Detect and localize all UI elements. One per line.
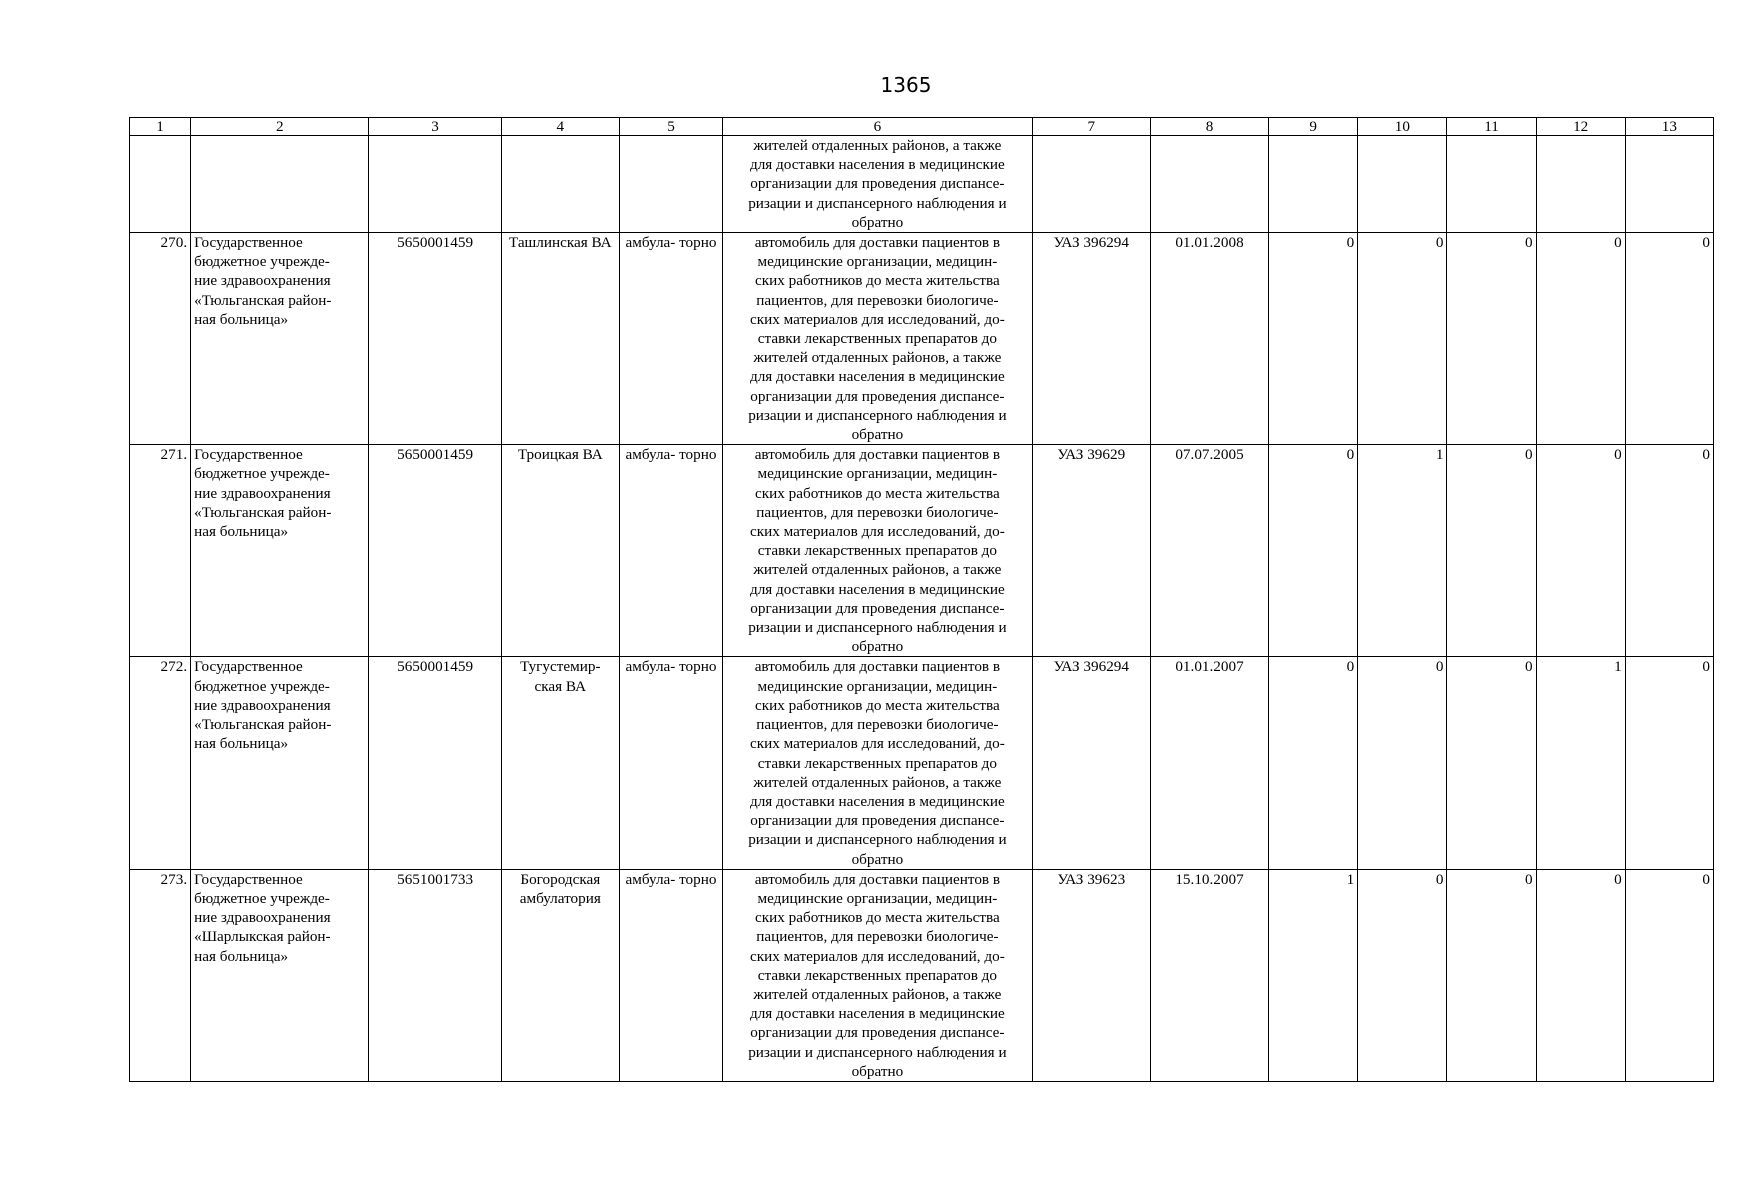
value-cell-12: 0 xyxy=(1536,233,1625,445)
value-cell-10: 1 xyxy=(1358,445,1447,657)
table-row xyxy=(130,445,1714,657)
value-cell-11: 0 xyxy=(1447,657,1536,869)
unit-cell: Тугустемир- ская ВА xyxy=(501,657,619,869)
value-cell-13: 0 xyxy=(1625,233,1713,445)
empty-cell xyxy=(501,136,619,233)
value-cell-10: 0 xyxy=(1358,657,1447,869)
table-row xyxy=(130,657,1714,869)
inn-cell: 5651001733 xyxy=(369,869,501,1081)
care-type-cell: амбула- торно xyxy=(619,869,722,1081)
organization-cell: Государственное бюджетное учрежде- ние здравоохранения «Тюльганская район- ная больница» xyxy=(191,657,369,869)
page-number: 1365 xyxy=(880,73,932,97)
date-cell: 07.07.2005 xyxy=(1150,445,1268,657)
value-cell-12: 0 xyxy=(1536,445,1625,657)
care-type-cell: амбула- торно xyxy=(619,657,722,869)
description-cell: автомобиль для доставки пациентов в медицинские организации, медицин- ских работников до места жительства пациентов, для перевозки биологиче- ских материалов для исследований, до- ставки лекарственных препаратов до жителей отдаленных районов, а также для доставки населения в медицинские организации для проведения диспансе- ризации и диспансерного наблюдения и обратно xyxy=(723,869,1033,1081)
vehicle-model-cell: УАЗ 396294 xyxy=(1032,233,1150,445)
row-number-cell: 271. xyxy=(130,445,191,657)
column-header: 5 xyxy=(619,118,722,136)
row-number-cell: 273. xyxy=(130,869,191,1081)
organization-cell: Государственное бюджетное учрежде- ние здравоохранения «Тюльганская район- ная больница» xyxy=(191,233,369,445)
value-cell-9: 1 xyxy=(1269,869,1358,1081)
date-cell: 01.01.2008 xyxy=(1150,233,1268,445)
column-header: 1 xyxy=(130,118,191,136)
value-cell-12: 1 xyxy=(1536,657,1625,869)
unit-cell: Ташлинская ВА xyxy=(501,233,619,445)
empty-cell xyxy=(1150,136,1268,233)
header-row xyxy=(130,118,1714,136)
column-header: 11 xyxy=(1447,118,1536,136)
care-type-cell: амбула- торно xyxy=(619,233,722,445)
description-cell: жителей отдаленных районов, а также для доставки населения в медицинские организации для проведения диспансе- ризации и диспансерного наблюдения и обратно xyxy=(723,136,1033,233)
vehicle-model-cell: УАЗ 39623 xyxy=(1032,869,1150,1081)
empty-cell xyxy=(191,136,369,233)
column-header: 6 xyxy=(723,118,1033,136)
value-cell-11: 0 xyxy=(1447,445,1536,657)
vehicle-model-cell: УАЗ 39629 xyxy=(1032,445,1150,657)
unit-cell: Троицкая ВА xyxy=(501,445,619,657)
unit-cell: Богородская амбулатория xyxy=(501,869,619,1081)
description-cell: автомобиль для доставки пациентов в медицинские организации, медицин- ских работников до места жительства пациентов, для перевозки биологиче- ских материалов для исследований, до- ставки лекарственных препаратов до жителей отдаленных районов, а также для доставки населения в медицинские организации для проведения диспансе- ризации и диспансерного наблюдения и обратно xyxy=(723,445,1033,657)
column-header: 4 xyxy=(501,118,619,136)
organization-cell: Государственное бюджетное учрежде- ние здравоохранения «Шарлыкская район- ная больница» xyxy=(191,869,369,1081)
value-cell-13: 0 xyxy=(1625,445,1713,657)
table-row xyxy=(130,233,1714,445)
column-header: 10 xyxy=(1358,118,1447,136)
column-header: 13 xyxy=(1625,118,1713,136)
empty-cell xyxy=(1447,136,1536,233)
row-number-cell: 272. xyxy=(130,657,191,869)
value-cell-9: 0 xyxy=(1269,657,1358,869)
continuation-row xyxy=(130,136,1714,233)
date-cell: 15.10.2007 xyxy=(1150,869,1268,1081)
column-header: 2 xyxy=(191,118,369,136)
table-row xyxy=(130,869,1714,1081)
inn-cell: 5650001459 xyxy=(369,657,501,869)
date-cell: 01.01.2007 xyxy=(1150,657,1268,869)
description-cell: автомобиль для доставки пациентов в медицинские организации, медицин- ских работников до места жительства пациентов, для перевозки биологиче- ских материалов для исследований, до- ставки лекарственных препаратов до жителей отдаленных районов, а также для доставки населения в медицинские организации для проведения диспансе- ризации и диспансерного наблюдения и обратно xyxy=(723,233,1033,445)
column-header: 3 xyxy=(369,118,501,136)
column-header: 12 xyxy=(1536,118,1625,136)
empty-cell xyxy=(369,136,501,233)
vehicle-model-cell: УАЗ 396294 xyxy=(1032,657,1150,869)
column-header: 9 xyxy=(1269,118,1358,136)
value-cell-13: 0 xyxy=(1625,657,1713,869)
value-cell-10: 0 xyxy=(1358,233,1447,445)
organization-cell: Государственное бюджетное учрежде- ние здравоохранения «Тюльганская район- ная больница» xyxy=(191,445,369,657)
care-type-cell: амбула- торно xyxy=(619,445,722,657)
value-cell-11: 0 xyxy=(1447,869,1536,1081)
empty-cell xyxy=(1536,136,1625,233)
column-header: 7 xyxy=(1032,118,1150,136)
description-cell: автомобиль для доставки пациентов в медицинские организации, медицин- ских работников до места жительства пациентов, для перевозки биологиче- ских материалов для исследований, до- ставки лекарственных препаратов до жителей отдаленных районов, а также для доставки населения в медицинские организации для проведения диспансе- ризации и диспансерного наблюдения и обратно xyxy=(723,657,1033,869)
inn-cell: 5650001459 xyxy=(369,233,501,445)
value-cell-10: 0 xyxy=(1358,869,1447,1081)
value-cell-11: 0 xyxy=(1447,233,1536,445)
value-cell-9: 0 xyxy=(1269,233,1358,445)
empty-cell xyxy=(1032,136,1150,233)
empty-cell xyxy=(619,136,722,233)
row-number-cell: 270. xyxy=(130,233,191,445)
value-cell-12: 0 xyxy=(1536,869,1625,1081)
value-cell-9: 0 xyxy=(1269,445,1358,657)
inn-cell: 5650001459 xyxy=(369,445,501,657)
vehicle-table xyxy=(129,117,1714,1082)
empty-cell xyxy=(1625,136,1713,233)
empty-cell xyxy=(1358,136,1447,233)
value-cell-13: 0 xyxy=(1625,869,1713,1081)
column-header: 8 xyxy=(1150,118,1268,136)
empty-cell xyxy=(130,136,191,233)
empty-cell xyxy=(1269,136,1358,233)
